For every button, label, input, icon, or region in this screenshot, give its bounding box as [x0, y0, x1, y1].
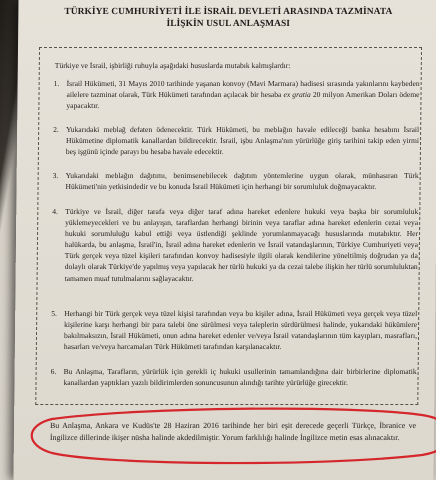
article-5 — [51, 308, 417, 352]
article-text: Bu Anlaşma, Tarafların, yürürlük için gerekli iç hukuki usullerinin tamamlandığına dair birbirlerine diplomatik kanallardan yaptıkları yazılı bildirimlerden sonuncusunun alındığı tarihte yürürlüğe girecektir. — [63, 367, 417, 388]
document-title — [18, 6, 436, 30]
article-2 — [53, 124, 419, 157]
article-italic: ex gratia — [283, 90, 311, 100]
article-number: 5. — [51, 309, 57, 318]
article-number: 4. — [52, 207, 59, 216]
article-1 — [53, 78, 419, 111]
article-text-end: 20 milyon Amerikan Doları ödeme yapacaktır. — [66, 90, 420, 111]
title-line-2: İLİŞKİN USUL ANLAŞMASI — [166, 19, 291, 29]
closing-paragraph: Bu Anlaşma, Ankara ve Kudüs'te 28 Haziran 2016 tarihinde her biri eşit derecede geçerli Türkçe, İbranice ve İngilizce dillerinde ikişer nüsha halinde akdedilmiştir. Yorum farklılığı halinde İngilizce metin esas alınacaktır. — [49, 421, 417, 443]
article-number: 1. — [53, 79, 60, 88]
article-text: İsrail Hükümeti, 31 Mayıs 2010 tarihinde yaşanan konvoy (Mavi Marmara) hadisesi sırasında yakınlarını kaybeden ailelere tazminat olarak, Türk Hükümeti tarafından açılacak bir hesaba — [66, 79, 420, 100]
document-page — [13, 0, 436, 480]
article-text: Türkiye ve İsrail, diğer tarafa veya diğer taraf adına hareket edenlere hukuki veya başka bir sorumluluk yüklemeyecekleri ve bu anlayışın, taraflardan herhangi birinin veya taraflar adına hareket edenlerin cezai veya hukuki sorumluluğu kabul ettiği veya üstlendiği şeklinde yorumlanmayacağı hususlarında mutabıktır. Her halükarda, bu anlaşma, İsrail'in, İsrail adına hareket edenlerin ve İsrail vatandaşlarının, Türkiye Cumhuriyeti veya Türk gerçek veya tüzel kişileri tarafından konvoy hadisesiyle ilgili olarak kendilerine yöneltilmiş doğrudan ya da dolaylı olarak Türkiye'de yapılmış veya yapılacak her türlü hukuki ya da cezai talebe ilişkin her türlü sorumluluktan tamamen muaf tutulmalarını sağlayacaktır. — [64, 207, 419, 283]
article-4 — [52, 206, 419, 284]
article-6 — [50, 366, 416, 388]
article-number: 3. — [52, 171, 59, 180]
article-text: Yukarıdaki meblağ defaten ödenecektir. Türk Hükümeti, bu meblağın havale edileceği banka hesabını İsrail Hükümetine diplomatik kanallardan bildirecektir. İsrail, işbu Anlaşma'nın yürürlüğe giriş tarihini takip eden yirmi beş işgünü içinde parayı bu hesaba havale edecektir. — [65, 125, 420, 157]
article-text: Herhangi bir Türk gerçek veya tüzel kişisi tarafından veya bu kişiler adına, İsrail Hükümeti veya gerçek veya tüzel kişilerine karşı herhangi bir para talebi öne sürülmesi veya taleplerin sürdürülmesi halinde, yukarıdaki hükümlere bakılmaksızın, İsrail Hükümeti, onun adına hareket edenler ve/veya İsrail vatandaşlarının tüm kayıpları, masrafları, hasarları ve/veya harcamaları Türk Hükümeti tarafından karşılanacaktır. — [63, 309, 418, 352]
title-line-1: TÜRKİYE CUMHURİYETİ İLE İSRAİL DEVLETİ ARASINDA TAZMİNATA — [64, 7, 393, 17]
article-number: 2. — [53, 125, 59, 134]
article-text: Yukarıdaki meblağın dağıtımı, benimsenebilecek dağıtım yöntemlerine uygun olarak, münhasıran Türk Hükümeti'nin yetkisindedir ve bu konuda İsrail Hükümeti için herhangi bir sorumluluk doğmayacaktır. — [65, 171, 419, 192]
article-3 — [53, 170, 419, 192]
intro-text: Türkiye ve İsrail, işbirliği ruhuyla aşağıdaki hususlarda mutabık kalmışlardır: — [54, 61, 291, 70]
article-number: 6. — [50, 367, 57, 376]
